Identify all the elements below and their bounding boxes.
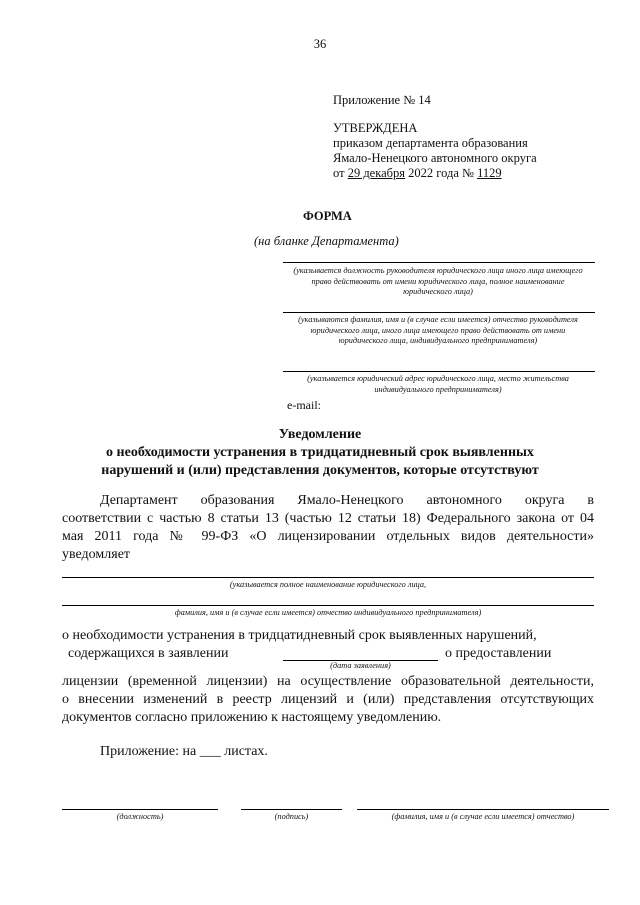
entrepreneur-line xyxy=(62,605,594,606)
approved-label: УТВЕРЖДЕНА xyxy=(333,121,418,135)
date-prefix: от xyxy=(333,166,348,180)
position-signature-line xyxy=(62,809,218,810)
hint-application-date: (дата заявления) xyxy=(330,661,391,670)
date-day-month: 29 декабря xyxy=(347,166,406,180)
hint-entrepreneur: фамилия, имя и (в случае если имеется) отчество индивидуального предпринимателя) xyxy=(174,608,482,617)
hint-organization: (указывается полное наименование юридического лица, xyxy=(229,580,427,589)
order-number: 1129 xyxy=(477,166,502,180)
intro-line-3: мая 2011 года № 99-ФЗ «О лицензировании отдельных видов деятельности» xyxy=(62,529,594,544)
appendix-number: Приложение № 14 xyxy=(333,93,431,107)
intro-line-1: Департамент образования Ямало-Ненецкого автономного округа в xyxy=(100,493,594,508)
notice-subtitle-2: нарушений и (или) представления документов, которые отсутствуют xyxy=(101,463,539,478)
violations-line-5: документов согласно приложению к настоящему уведомлению. xyxy=(62,710,442,725)
addressee-name-line xyxy=(283,312,595,313)
hint-name-signature: (фамилия, имя и (в случае если имеется) отчество) xyxy=(391,812,575,821)
intro-line-2: соответствии с частью 8 статьи 13 (частью 12 статьи 18) Федерального закона от 04 xyxy=(62,511,594,526)
approval-line-2: Ямало-Ненецкого автономного округа xyxy=(333,151,537,165)
violations-line-2b: о предоставлении xyxy=(445,646,552,661)
hint-signature: (подпись) xyxy=(274,812,309,821)
violations-line-4: о внесении изменений в реестр лицензий и (или) представления отсутствующих xyxy=(62,692,594,707)
violations-line-2a: содержащихся в заявлении xyxy=(68,646,229,661)
approval-line-1: приказом департамента образования xyxy=(333,136,528,150)
violations-line-1: о необходимости устранения в тридцатидневный срок выявленных нарушений, xyxy=(62,628,537,643)
hint-position-signature: (должность) xyxy=(116,812,164,821)
hint-name: (указываются фамилия, имя и (в случае если имеется) отчество руководителя юридического лица, иного лица имеющего право действовать от имени юридического лица, индивидуального предпринимателя) xyxy=(298,315,578,345)
violations-line-3: лицензии (временной лицензии) на осуществление образовательной деятельности, xyxy=(62,674,594,689)
hint-position: (указывается должность руководителя юридического лица иного лица имеющего право действовать от имени юридического лица, полное наименование юридического лица) xyxy=(293,266,583,296)
attachment-note: Приложение: на ___ листах. xyxy=(100,744,268,759)
addressee-position-line xyxy=(283,262,595,263)
notice-title: Уведомление xyxy=(278,427,362,442)
blank-note: (на бланке Департамента) xyxy=(254,234,399,248)
addressee-address-line xyxy=(283,371,595,372)
approval-date xyxy=(333,166,502,181)
date-mid: 2022 года № xyxy=(405,166,478,180)
form-label: ФОРМА xyxy=(303,209,352,223)
intro-line-4: уведомляет xyxy=(62,547,131,562)
page-number: 36 xyxy=(313,37,327,51)
email-label: e-mail: xyxy=(287,398,321,412)
name-signature-line xyxy=(357,809,609,810)
organization-line xyxy=(62,577,594,578)
signature-line xyxy=(241,809,342,810)
notice-subtitle-1: о необходимости устранения в тридцатидневный срок выявленных xyxy=(106,445,534,460)
hint-address: (указывается юридический адрес юридического лица, место жительства индивидуального предпринимателя) xyxy=(307,374,569,394)
